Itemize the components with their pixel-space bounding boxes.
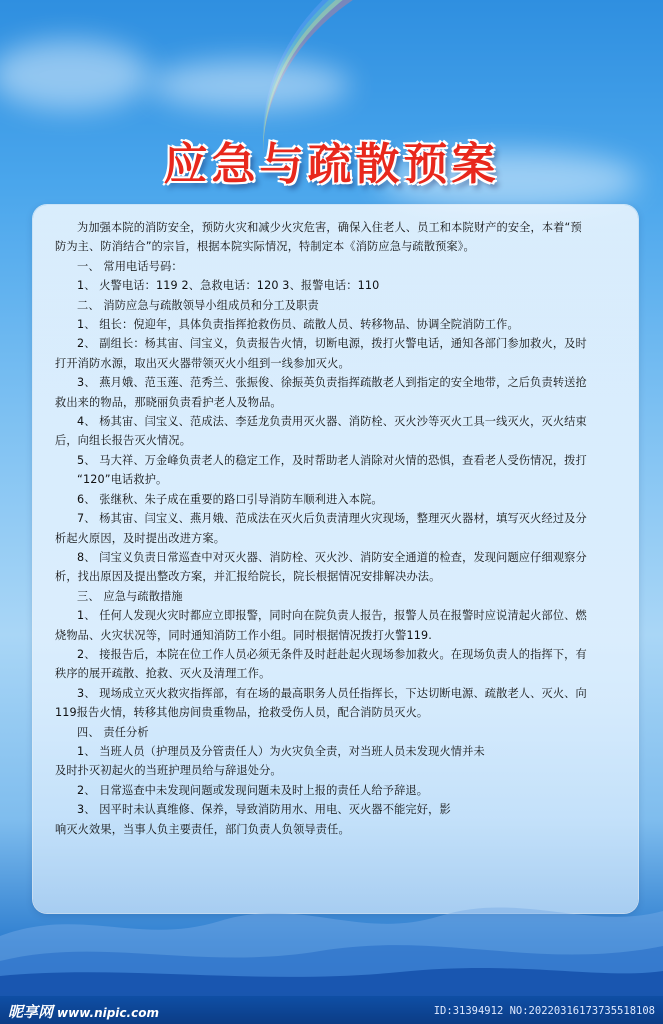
body-line: 烧物品、火灾状况等，同时通知消防工作小组。同时根据情况拨打火警119. bbox=[55, 628, 432, 642]
body-line: 3、 因平时未认真维修、保养，导致消防用水、用电、灭火器不能完好，影 bbox=[77, 803, 451, 817]
body-line: 7、 杨其宙、闫宝义、燕月娥、范成法在灭火后负责清理火灾现场，整理灭火器材，填写灭火经过及分 bbox=[77, 512, 587, 526]
body-line: 6、 张继秋、朱子成在重要的路口引导消防车顺利进入本院。 bbox=[77, 492, 383, 506]
body-line: 析，找出原因及提出整改方案，并汇报给院长，院长根据情况安排解决办法。 bbox=[55, 570, 441, 584]
body-line: 打开消防水源，取出灭火器带领灭火小组到一线参加灭火。 bbox=[55, 356, 350, 370]
body-line: 1、 火警电话：119 2、急救电话：120 3、报警电话：110 bbox=[77, 279, 380, 293]
site-logo bbox=[8, 1001, 159, 1022]
body-line: 1、 当班人员（护理员及分管责任人）为火灾负全责，对当班人员未发现火情并未 bbox=[77, 744, 485, 758]
body-line: 8、 闫宝义负责日常巡查中对灭火器、消防栓、灭火沙、消防安全通道的检查，发现问题应仔细观察分 bbox=[77, 550, 587, 564]
body-line: 2、 日常巡查中未发现问题或发现问题未及时上报的责任人给予辞退。 bbox=[77, 783, 429, 797]
logo-url: www.nipic.com bbox=[57, 1006, 159, 1020]
logo-text: 昵享网 bbox=[8, 1003, 54, 1021]
body-line: 防为主、防消结合”的宗旨，根据本院实际情况，特制定本《消防应急与疏散预案》。 bbox=[55, 240, 475, 254]
body-line: 2、 副组长：杨其宙、闫宝义，负责报告火情，切断电源，拨打火警电话，通知各部门参加救火，及时 bbox=[77, 337, 587, 351]
body-line: 三、 应急与疏散措施 bbox=[77, 589, 183, 603]
body-line: 3、 现场成立灭火救灾指挥部，有在场的最高职务人员任指挥长，下达切断电源、疏散老人、灭火、向 bbox=[77, 686, 587, 700]
body-line: 析起火原因，及时提出改进方案。 bbox=[55, 531, 226, 545]
body-line: 2、 接报告后，本院在位工作人员必须无条件及时赶赴起火现场参加救火。在现场负责人的指挥下，有 bbox=[77, 647, 587, 661]
body-line: 119报告火情，转移其他房间贵重物品，抢救受伤人员，配合消防员灭火。 bbox=[55, 706, 429, 720]
mountain-wave-decoration bbox=[0, 876, 663, 996]
body-line: 为加强本院的消防安全，预防火灾和减少火灾危害，确保入住老人、员工和本院财产的安全，本着“预 bbox=[77, 221, 582, 234]
body-line: 响灭火效果，当事人负主要责任，部门负责人负领导责任。 bbox=[55, 822, 350, 836]
footer-bar bbox=[0, 996, 663, 1024]
body-line: 救出来的物品，那晓丽负责看护老人及物品。 bbox=[55, 395, 282, 409]
body-line: 秩序的展开疏散、抢救、灭火及清理工作。 bbox=[55, 667, 271, 681]
body-line: “120”电话救护。 bbox=[77, 473, 168, 487]
body-line: 后，向组长报告灭火情况。 bbox=[55, 434, 192, 448]
body-line: 4、 杨其宙、闫宝义、范成法、李廷龙负责用灭火器、消防栓、灭火沙等灭火工具一线灭火，灭火结束 bbox=[77, 415, 587, 429]
page-title: 应急与疏散预案 bbox=[163, 139, 500, 190]
image-id-watermark: ID:31394912 NO:20220316173735518108 bbox=[433, 1005, 655, 1017]
document-body bbox=[55, 218, 625, 839]
body-line: 5、 马大祥、万金峰负责老人的稳定工作，及时帮助老人消除对火情的恐惧，查看老人受伤情况，拨打 bbox=[77, 453, 587, 467]
cloud-decoration bbox=[0, 40, 150, 110]
cloud-decoration bbox=[150, 60, 350, 110]
body-line: 四、 责任分析 bbox=[77, 725, 149, 739]
body-line: 1、 任何人发现火灾时都应立即报警，同时向在院负责人报告，报警人员在报警时应说清起火部位、燃 bbox=[77, 609, 587, 623]
body-line: 二、 消防应急与疏散领导小组成员和分工及职责 bbox=[77, 298, 319, 312]
body-line: 及时扑灭初起火的当班护理员给与辞退处分。 bbox=[55, 764, 282, 778]
body-line: 3、 燕月娥、范玉莲、范秀兰、张振俊、徐振英负责指挥疏散老人到指定的安全地带，之后负责转送抢 bbox=[77, 376, 587, 390]
body-line: 一、 常用电话号码： bbox=[77, 259, 183, 273]
body-line: 1、 组长：倪迎年，具体负责指挥抢救伤员、疏散人员、转移物品、协调全院消防工作。 bbox=[77, 318, 519, 332]
